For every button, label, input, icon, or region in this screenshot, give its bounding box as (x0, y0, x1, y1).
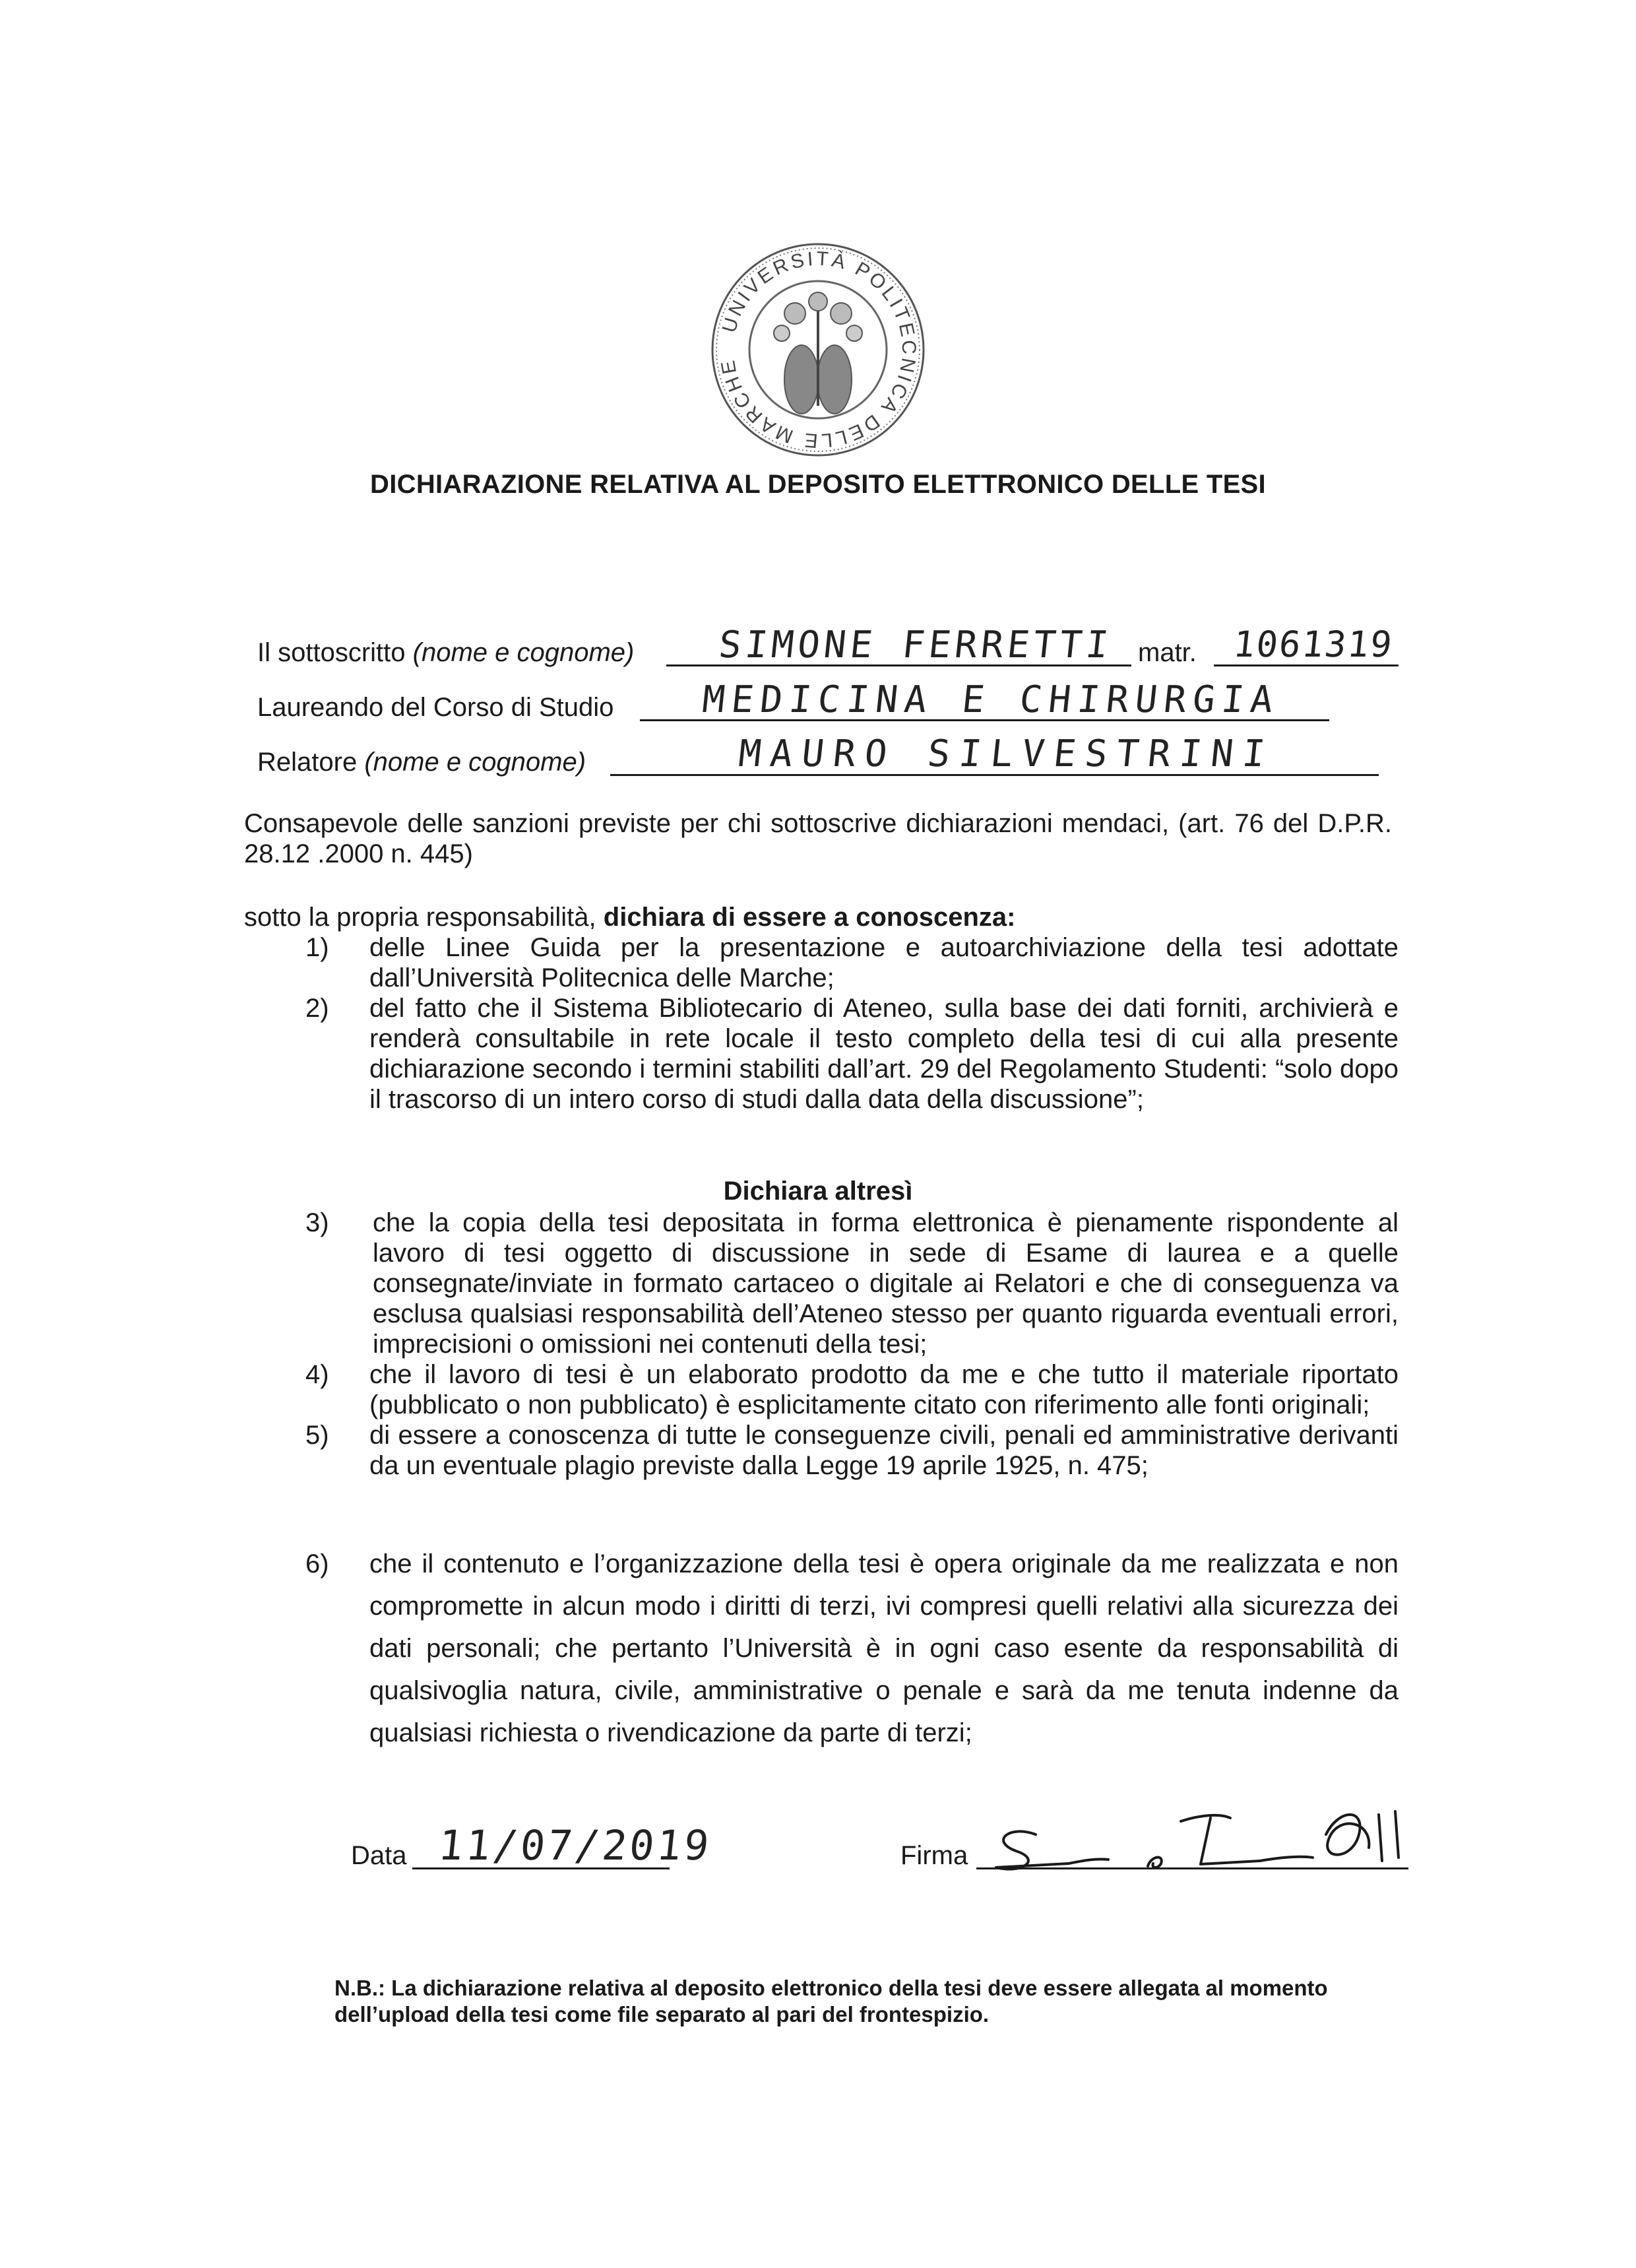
relatore-label (257, 748, 586, 777)
nb-note (334, 1975, 1354, 2028)
signature (983, 1795, 1412, 1881)
document-title: DICHIARAZIONE RELATIVA AL DEPOSITO ELETTRONICO DELLE TESI (370, 470, 1266, 499)
intro-line (244, 902, 1392, 932)
heading-altresi: Dichiara altresì (723, 1177, 913, 1206)
list-b (307, 1208, 1399, 1481)
list-item (307, 1359, 1399, 1420)
corso-handwritten: MEDICINA E CHIRURGIA (700, 678, 1282, 721)
item-number: 2) (305, 994, 329, 1023)
data-handwritten: 11/07/2019 (436, 1821, 714, 1869)
list-item (307, 1543, 1399, 1754)
sottoscritto-label-text: Il sottoscritto (257, 638, 406, 667)
sottoscritto-label (257, 638, 634, 668)
list-a (307, 932, 1399, 1115)
list-item (307, 932, 1399, 993)
list-item (307, 993, 1399, 1115)
item-text: del fatto che il Sistema Bibliotecario di Ateneo, sulla base dei dati forniti, archivierà e renderà consultabile in rete locale il testo completo della tesi di cui alla presente dichiarazione secondo i termini stabiliti dall’art. 29 del Regolamento Studenti: “solo dopo il trascorso di un intero corso di studi dalla data della discussione”; (369, 994, 1399, 1114)
item-number: 1) (305, 933, 329, 962)
item-text: che la copia della tesi depositata in forma elettronica è pienamente rispondente al lavoro di tesi oggetto di discussione in sede di Esame di laurea e a quelle consegnate/inviate in formato cartaceo o digitale ai Relatori e che di conseguenza va esclusa qualsiasi responsabilità dell’Ateneo stesso per quanto riguarda eventuali errori, imprecisioni o omissioni nei contenuti della tesi; (373, 1208, 1399, 1359)
item-number: 4) (305, 1360, 329, 1389)
item-number: 6) (305, 1549, 329, 1578)
item-text: che il contenuto e l’organizzazione della tesi è opera originale da me realizzata e non compromette in alcun modo i diritti di terzi, ivi compresi quelli relativi alla sicurezza dei dati personali; che pertanto l’Università è in ogni caso esente da responsabilità di qualsivoglia natura, civile, amministrative o penale e sarà da me tenuta indenne da qualsiasi richiesta o rivendicazione da parte di terzi; (369, 1549, 1399, 1747)
sottoscritto-handwritten: SIMONE FERRETTI (716, 624, 1115, 666)
nb-text: La dichiarazione relativa al deposito elettronico della tesi deve essere allegata al momento dell’upload della tesi come file separato al pari del frontespizio. (334, 1976, 1328, 2026)
consapevole-paragraph: Consapevole delle sanzioni previste per chi sottoscrive dichiarazioni mendaci, (art. 76 del D.P.R. 28.12 .2000 n. 445) (244, 809, 1392, 868)
list-item (307, 1208, 1399, 1359)
item-text: delle Linee Guida per la presentazione e autoarchiviazione della tesi adottate dall’Università Politecnica delle Marche; (369, 933, 1399, 992)
list-item (307, 1420, 1399, 1481)
intro-colon: : (1007, 903, 1016, 932)
matr-handwritten: 1061319 (1231, 624, 1395, 665)
seal-ring-text: UNIVERSITÀ POLITECNICA DELLE MARCHE (716, 247, 920, 452)
item-text: di essere a conoscenza di tutte le conseguenze civili, penali ed amministrative derivanti da un eventuale plagio previste dalla Legge 19 aprile 1925, n. 475; (369, 1421, 1399, 1480)
corso-label: Laureando del Corso di Studio (257, 693, 614, 722)
intro-bold: dichiara di essere a conoscenza (603, 903, 1007, 932)
item-number: 3) (305, 1208, 329, 1237)
university-seal (709, 241, 927, 459)
relatore-hint: (nome e cognome) (364, 748, 586, 777)
matr-label: matr. (1138, 638, 1197, 667)
list-c (307, 1543, 1399, 1754)
firma-label: Firma (900, 1841, 968, 1870)
nb-prefix: N.B.: (334, 1976, 385, 2000)
sottoscritto-hint: (nome e cognome) (412, 638, 635, 667)
data-label: Data (351, 1841, 407, 1870)
relatore-label-text: Relatore (257, 748, 358, 777)
intro-plain: sotto la propria responsabilità, (244, 903, 596, 932)
item-text: che il lavoro di tesi è un elaborato prodotto da me e che tutto il materiale riportato (pubblicato o non pubblicato) è esplicitamente citato con riferimento alle fonti originali; (369, 1360, 1399, 1419)
item-number: 5) (305, 1421, 329, 1450)
relatore-handwritten: MAURO SILVESTRINI (736, 732, 1276, 775)
